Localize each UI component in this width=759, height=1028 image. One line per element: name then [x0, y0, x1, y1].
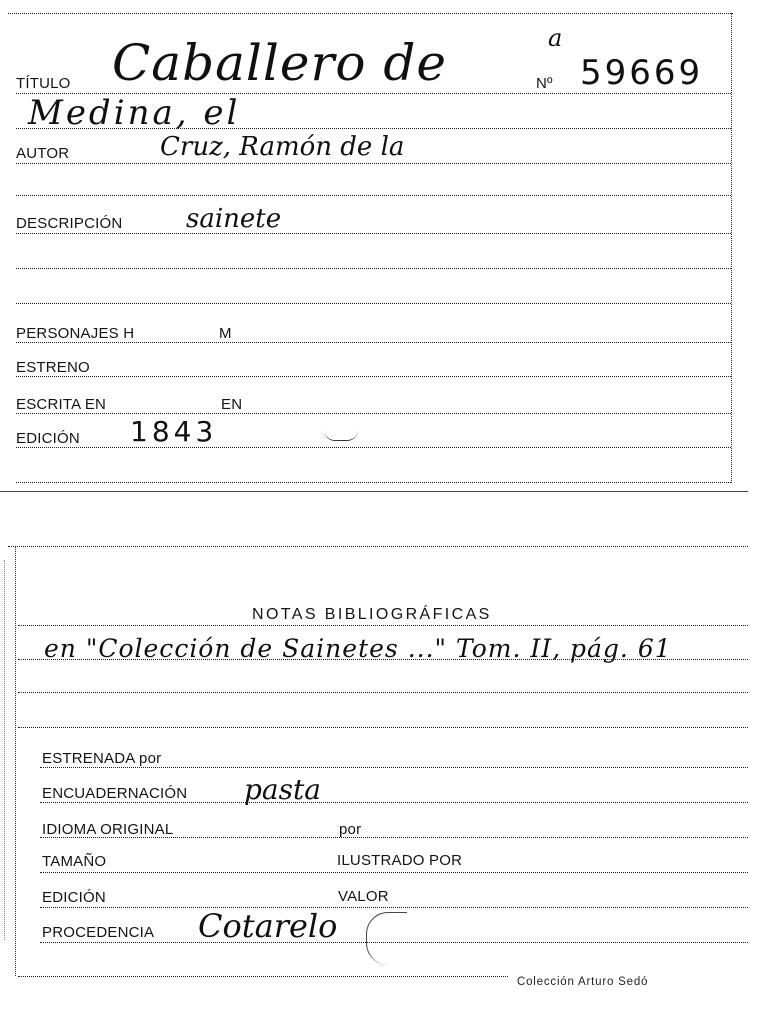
bottom-card-bottom-border	[18, 976, 508, 977]
blank-line-3	[16, 303, 731, 304]
notas-line-3	[18, 727, 748, 728]
autor-value: Cruz, Ramón de la	[160, 132, 405, 162]
top-card-last-line	[16, 482, 731, 483]
encuadernacion-line	[40, 802, 748, 803]
notas-line-1	[18, 659, 748, 660]
notas-title: NOTAS BIBLIOGRÁFICAS	[252, 606, 492, 623]
ilustrado-label: ILUSTRADO POR	[337, 852, 463, 869]
personajes-line	[16, 342, 731, 343]
estrenada-line	[40, 767, 748, 768]
titulo-value-line2: Medina, el	[28, 93, 241, 133]
estreno-line	[16, 376, 731, 377]
numero-value: 59669	[580, 53, 704, 93]
notas-line-2	[18, 692, 748, 693]
idioma-label: IDIOMA ORIGINAL	[42, 821, 174, 838]
top-card-bottom-edge	[0, 491, 748, 492]
escrita-en-label: EN	[221, 396, 243, 413]
idioma-por-label: por	[339, 821, 362, 838]
procedencia-value: Cotarelo	[198, 907, 338, 945]
scan-smudge	[324, 430, 358, 441]
estrenada-label: ESTRENADA por	[42, 750, 162, 767]
scan-smudge-2	[366, 912, 407, 965]
descripcion-value: sainete	[186, 204, 282, 234]
descripcion-line	[16, 233, 731, 234]
collection-footer: Colección Arturo Sedó	[517, 976, 649, 988]
descripcion-label: DESCRIPCIÓN	[16, 215, 123, 232]
procedencia-label: PROCEDENCIA	[42, 924, 155, 941]
idioma-line	[40, 837, 748, 838]
titulo-superscript: a	[548, 24, 563, 52]
escrita-line	[16, 413, 731, 414]
titulo-label: TÍTULO	[16, 75, 71, 92]
bottom-card-top-border	[8, 546, 748, 547]
tamano-line	[40, 872, 748, 873]
encuadernacion-label: ENCUADERNACIÓN	[42, 785, 188, 802]
bottom-card-edge-left	[4, 560, 5, 940]
edicion-value: 1843	[130, 415, 218, 448]
autor-label: AUTOR	[16, 145, 70, 162]
personajes-m-label: M	[219, 325, 232, 342]
titulo-line-2	[16, 128, 731, 129]
bottom-card-left-border	[15, 546, 16, 976]
tamano-label: TAMAÑO	[42, 853, 107, 870]
autor-line	[16, 163, 731, 164]
bottom-edicion-label: EDICIÓN	[42, 889, 106, 906]
edicion-bottom-line	[40, 907, 748, 908]
valor-label: VALOR	[338, 888, 389, 905]
numero-label: Nº	[536, 75, 553, 92]
edicion-label: EDICIÓN	[16, 430, 80, 447]
escrita-label: ESCRITA EN	[16, 396, 107, 413]
blank-line-1	[16, 195, 731, 196]
edicion-line	[16, 447, 731, 448]
encuadernacion-value: pasta	[244, 773, 321, 806]
top-card-right-border	[731, 13, 732, 483]
personajes-label: PERSONAJES H	[16, 325, 135, 342]
estreno-label: ESTRENO	[16, 359, 90, 376]
notas-title-line	[18, 625, 748, 626]
blank-line-2	[16, 268, 731, 269]
top-card-top-border	[8, 13, 733, 14]
notas-value: en "Colección de Sainetes ..." Tom. II, pág. 61	[44, 634, 672, 663]
titulo-value: Caballero de	[112, 34, 447, 92]
